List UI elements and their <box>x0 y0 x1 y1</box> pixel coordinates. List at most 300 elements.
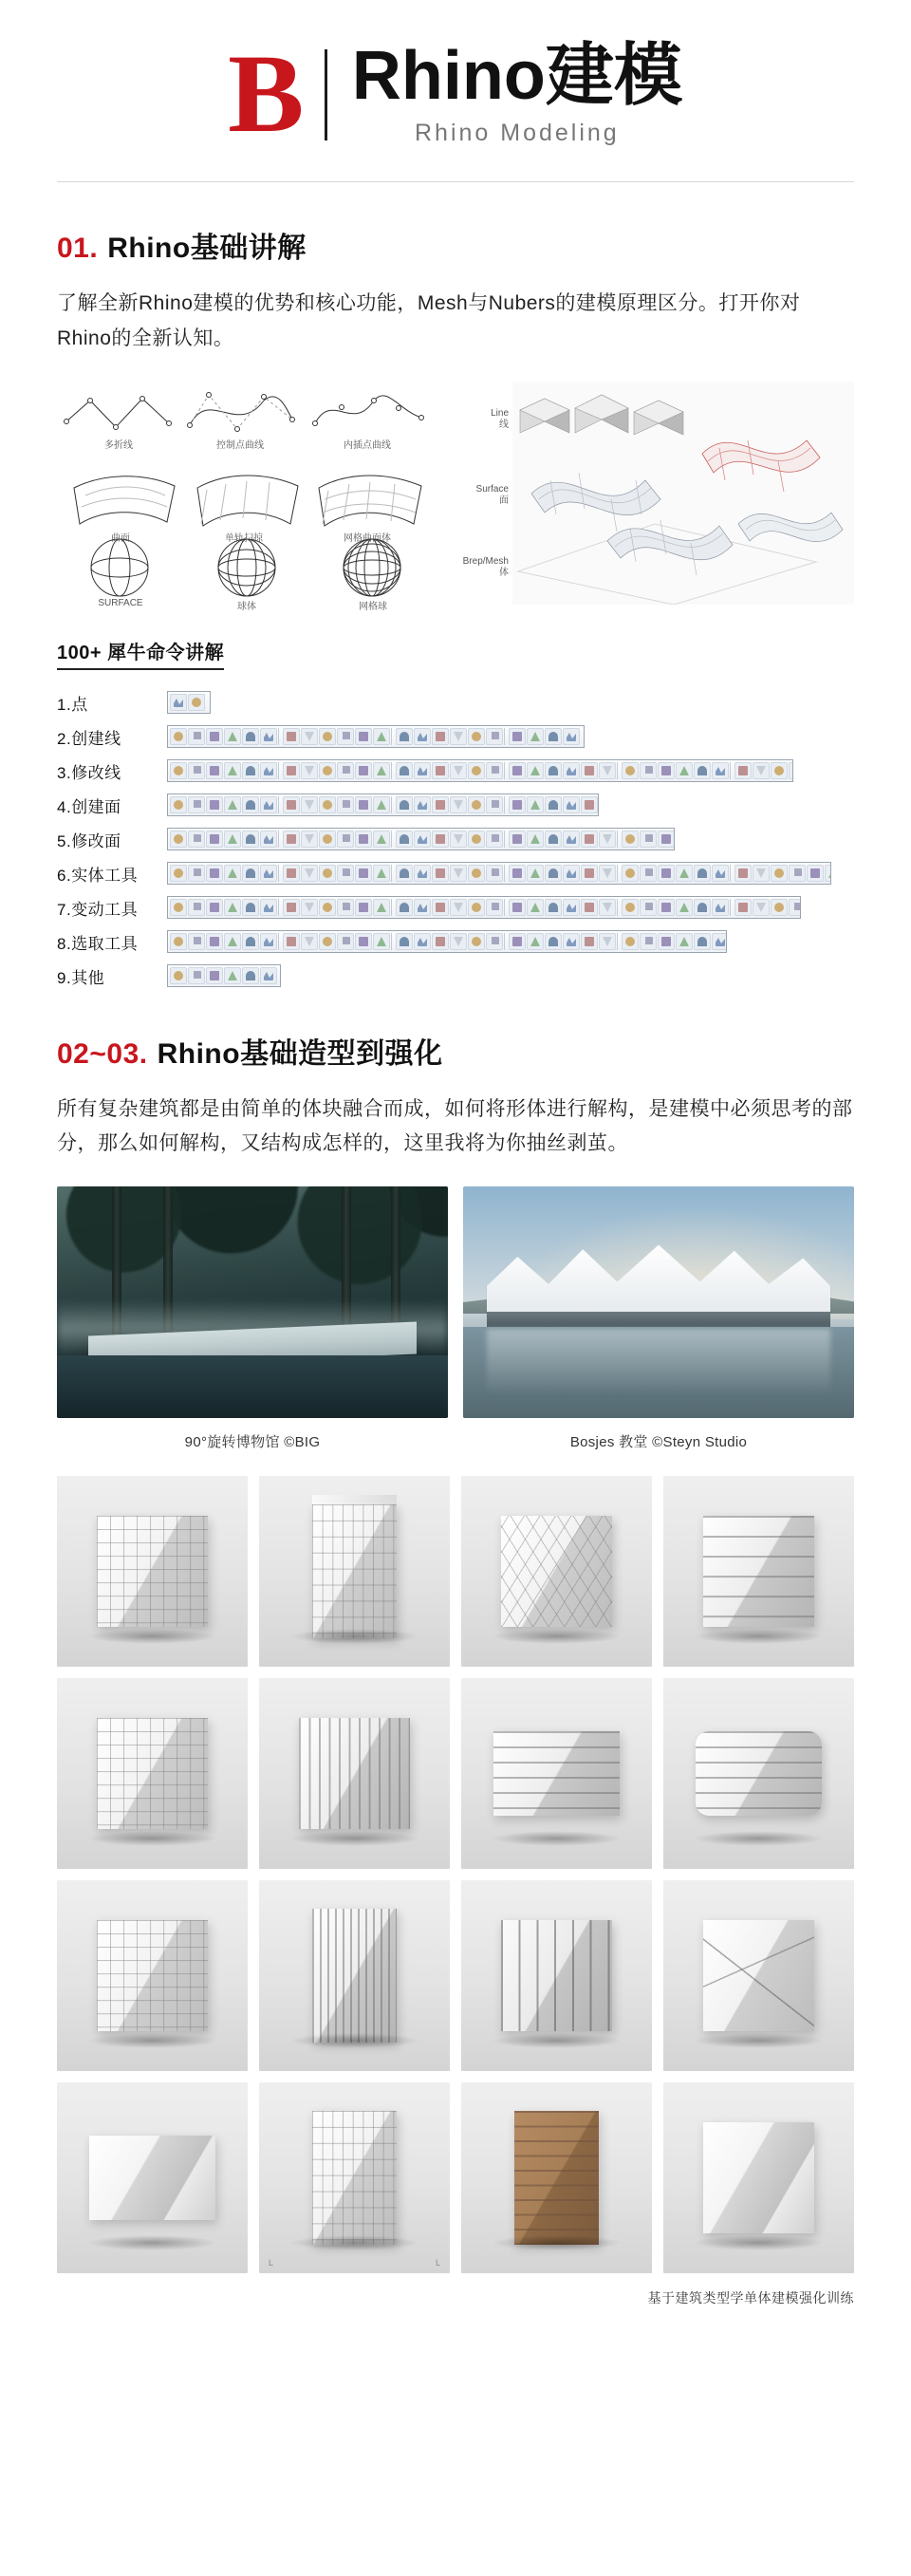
toolbar-icon[interactable] <box>170 694 187 711</box>
command-label-4 <box>57 793 158 817</box>
toolbar-icon[interactable] <box>188 694 205 711</box>
toolbar-icon[interactable] <box>450 796 467 813</box>
toolbar-separator <box>278 762 282 779</box>
toolbar-create-surface[interactable] <box>167 793 599 816</box>
toolbar-icon[interactable] <box>545 899 562 916</box>
toolbar-icon[interactable] <box>694 899 711 916</box>
toolbar-icon[interactable] <box>486 831 503 848</box>
toolbar-icon[interactable] <box>260 899 277 916</box>
toolbar-icon[interactable] <box>414 831 431 848</box>
toolbar-icon[interactable] <box>355 762 372 779</box>
toolbar-icon[interactable] <box>432 728 449 745</box>
toolbar-solid-tools[interactable] <box>167 862 831 885</box>
diagram-3d-svg <box>512 382 854 605</box>
toolbar-icon[interactable] <box>396 933 413 950</box>
toolbar-icon[interactable] <box>319 899 336 916</box>
toolbar-icon[interactable] <box>224 762 241 779</box>
toolbar-icon[interactable] <box>188 728 205 745</box>
toolbar-icon[interactable] <box>545 728 562 745</box>
command-label-7 <box>57 896 158 920</box>
toolbar-icon[interactable] <box>373 899 390 916</box>
toolbar-icon[interactable] <box>468 831 485 848</box>
toolbar-icon[interactable] <box>658 762 675 779</box>
model-shape <box>299 1718 410 1829</box>
toolbar-create-curve[interactable] <box>167 725 585 748</box>
diagram-label-mesh-surface: 网格曲面体 <box>344 532 391 544</box>
toolbar-icon[interactable] <box>509 831 526 848</box>
toolbar-icon[interactable] <box>283 899 300 916</box>
toolbar-icon[interactable] <box>658 831 675 848</box>
toolbar-icon[interactable] <box>414 728 431 745</box>
toolbar-icon[interactable] <box>825 865 831 882</box>
toolbar-icon[interactable] <box>712 865 729 882</box>
toolbar-icon[interactable] <box>468 728 485 745</box>
toolbar-icon[interactable] <box>170 728 187 745</box>
toolbar-icon[interactable] <box>396 762 413 779</box>
toolbar-icon[interactable] <box>599 865 616 882</box>
toolbar-icon[interactable] <box>450 728 467 745</box>
toolbar-icon[interactable] <box>188 865 205 882</box>
toolbar-separator <box>504 865 508 882</box>
toolbar-icon[interactable] <box>734 762 752 779</box>
toolbar-separator <box>391 865 395 882</box>
command-row-8 <box>57 930 854 954</box>
toolbar-icon[interactable] <box>640 865 657 882</box>
toolbar-icon[interactable] <box>712 899 729 916</box>
toolbar-icon[interactable] <box>486 865 503 882</box>
stack-label-surface-en: Surface <box>475 483 509 495</box>
toolbar-icon[interactable] <box>170 967 187 984</box>
toolbar-icon[interactable] <box>468 865 485 882</box>
model-pleated-facade <box>259 1678 450 1869</box>
toolbar-icon[interactable] <box>170 899 187 916</box>
toolbar-icon[interactable] <box>599 831 616 848</box>
section-01-heading: Rhino基础讲解 <box>107 233 307 264</box>
command-label-6 <box>57 862 158 886</box>
command-index-8: 8. <box>57 934 72 953</box>
toolbar-icon[interactable] <box>509 796 526 813</box>
toolbar-icon[interactable] <box>789 865 806 882</box>
stack-label-line <box>491 408 509 432</box>
toolbar-icon[interactable] <box>563 933 580 950</box>
toolbar-separator <box>391 899 395 916</box>
toolbar-icon[interactable] <box>468 796 485 813</box>
toolbar-icon[interactable] <box>355 899 372 916</box>
toolbar-separator <box>617 933 621 950</box>
model-shape <box>97 1718 208 1829</box>
rotating-museum-photo <box>57 1186 448 1418</box>
toolbar-icon[interactable] <box>527 831 544 848</box>
toolbar-icon[interactable] <box>188 831 205 848</box>
toolbar-icon[interactable] <box>188 967 205 984</box>
toolbar-icon[interactable] <box>283 762 300 779</box>
photo-col-left <box>57 1186 448 1418</box>
toolbar-icon[interactable] <box>509 899 526 916</box>
toolbar-icon[interactable] <box>396 831 413 848</box>
toolbar-icon[interactable] <box>640 899 657 916</box>
toolbar-icon[interactable] <box>283 933 300 950</box>
page-subtitle: Rhino Modeling <box>414 120 620 146</box>
logo-letter-b: B <box>228 31 301 157</box>
header-divider <box>57 181 854 182</box>
toolbar-icon[interactable] <box>242 967 259 984</box>
toolbar-icon[interactable] <box>658 899 675 916</box>
toolbar-icon[interactable] <box>527 899 544 916</box>
toolbar-icon[interactable] <box>260 796 277 813</box>
toolbar-icon[interactable] <box>206 728 223 745</box>
toolbar-icon[interactable] <box>622 899 639 916</box>
toolbar-icon[interactable] <box>242 831 259 848</box>
toolbar-icon[interactable] <box>712 762 729 779</box>
toolbar-icon[interactable] <box>771 899 788 916</box>
toolbar-icon[interactable] <box>337 933 354 950</box>
toolbar-icon[interactable] <box>319 796 336 813</box>
toolbar-icon[interactable] <box>414 899 431 916</box>
toolbar-icon[interactable] <box>694 865 711 882</box>
model-shape <box>89 2136 215 2219</box>
toolbar-icon[interactable] <box>283 831 300 848</box>
toolbar-icon[interactable] <box>260 967 277 984</box>
toolbar-icon[interactable] <box>450 865 467 882</box>
model-shape <box>312 1504 396 1638</box>
toolbar-icon[interactable] <box>242 728 259 745</box>
toolbar-icon[interactable] <box>545 865 562 882</box>
toolbar-icon[interactable] <box>789 762 793 779</box>
toolbar-icon[interactable] <box>319 933 336 950</box>
toolbar-icon[interactable] <box>622 933 639 950</box>
toolbar-icon[interactable] <box>260 865 277 882</box>
toolbar-icon[interactable] <box>206 967 223 984</box>
model-shadow <box>289 1629 419 1644</box>
toolbar-icon[interactable] <box>319 728 336 745</box>
toolbar-icon[interactable] <box>337 865 354 882</box>
toolbar-icon[interactable] <box>396 899 413 916</box>
toolbar-icon[interactable] <box>170 762 187 779</box>
page-title: Rhino建模 <box>351 38 682 114</box>
section-01-number: 01. <box>57 233 99 264</box>
toolbar-icon[interactable] <box>224 831 241 848</box>
toolbar-icon[interactable] <box>355 865 372 882</box>
toolbar-icon[interactable] <box>319 865 336 882</box>
toolbar-separator <box>391 831 395 848</box>
toolbar-icon[interactable] <box>771 762 788 779</box>
section-02-title <box>57 1030 854 1072</box>
toolbar-icon[interactable] <box>807 865 824 882</box>
toolbar-edit-curve[interactable] <box>167 759 793 782</box>
bosjes-chapel-photo <box>463 1186 854 1418</box>
toolbar-icon[interactable] <box>486 762 503 779</box>
command-index-5: 5. <box>57 831 72 850</box>
toolbar-icon[interactable] <box>337 762 354 779</box>
section-01-title <box>57 224 854 266</box>
toolbar-icon[interactable] <box>206 933 223 950</box>
toolbar-icon[interactable] <box>509 728 526 745</box>
toolbar-icon[interactable] <box>206 865 223 882</box>
toolbar-icon[interactable] <box>355 728 372 745</box>
toolbar-icon[interactable] <box>676 899 693 916</box>
footer-note: 基于建筑类型学单体建模强化训练 <box>647 2290 854 2305</box>
toolbar-icon[interactable] <box>224 933 241 950</box>
model-shape <box>312 2111 396 2245</box>
stack-label-brep-cn: 体 <box>499 568 509 578</box>
toolbar-icon[interactable] <box>260 831 277 848</box>
model-shape <box>501 1516 612 1627</box>
toolbar-icon[interactable] <box>486 796 503 813</box>
toolbar-icon[interactable] <box>170 865 187 882</box>
diagram-label-mesh-sphere: 网格球 <box>359 601 387 612</box>
toolbar-icon[interactable] <box>486 933 503 950</box>
toolbar-icon[interactable] <box>432 831 449 848</box>
toolbar-icon[interactable] <box>373 728 390 745</box>
toolbar-icon[interactable] <box>486 728 503 745</box>
toolbar-icon[interactable] <box>337 831 354 848</box>
toolbar-edit-surface[interactable] <box>167 828 675 850</box>
toolbar-icon[interactable] <box>640 933 657 950</box>
toolbar-icon[interactable] <box>432 796 449 813</box>
toolbar-icon[interactable] <box>509 865 526 882</box>
toolbar-icon[interactable] <box>301 865 318 882</box>
toolbar-icon[interactable] <box>545 762 562 779</box>
toolbar-icon[interactable] <box>509 933 526 950</box>
toolbar-icon[interactable] <box>337 728 354 745</box>
toolbar-icon[interactable] <box>622 865 639 882</box>
toolbar-icon[interactable] <box>563 831 580 848</box>
model-shape <box>703 2122 814 2233</box>
command-text-1: 点 <box>71 695 88 714</box>
toolbar-icon[interactable] <box>242 865 259 882</box>
toolbar-icon[interactable] <box>486 899 503 916</box>
toolbar-icon[interactable] <box>789 899 801 916</box>
toolbar-icon[interactable] <box>319 831 336 848</box>
toolbar-icon[interactable] <box>563 796 580 813</box>
toolbar-icon[interactable] <box>563 762 580 779</box>
water-layer <box>57 1355 448 1418</box>
toolbar-icon[interactable] <box>622 762 639 779</box>
toolbar-icon[interactable] <box>658 933 675 950</box>
model-brick-building <box>461 2082 652 2273</box>
toolbar-icon[interactable] <box>640 831 657 848</box>
stack-label-surface <box>476 484 509 508</box>
toolbar-icon[interactable] <box>224 899 241 916</box>
toolbar-icon[interactable] <box>224 865 241 882</box>
toolbar-icon[interactable] <box>170 831 187 848</box>
toolbar-icon[interactable] <box>396 796 413 813</box>
toolbar-icon[interactable] <box>188 933 205 950</box>
toolbar-icon[interactable] <box>432 865 449 882</box>
toolbar-icon[interactable] <box>301 831 318 848</box>
toolbar-separator <box>504 831 508 848</box>
toolbar-icon[interactable] <box>599 933 616 950</box>
toolbar-icon[interactable] <box>622 831 639 848</box>
model-rounded-stack <box>663 1678 854 1869</box>
model-shape <box>501 1920 612 2031</box>
command-text-2: 创建线 <box>71 729 121 748</box>
toolbar-icon[interactable] <box>319 762 336 779</box>
toolbar-icon[interactable] <box>206 899 223 916</box>
toolbar-icon[interactable] <box>599 762 616 779</box>
toolbar-separator <box>504 762 508 779</box>
toolbar-icon[interactable] <box>283 728 300 745</box>
stack-label-brep <box>463 556 509 580</box>
toolbar-icon[interactable] <box>432 899 449 916</box>
toolbar-icon[interactable] <box>414 865 431 882</box>
toolbar-icon[interactable] <box>450 762 467 779</box>
toolbar-icon[interactable] <box>676 762 693 779</box>
poster-content <box>57 224 854 2313</box>
toolbar-icon[interactable] <box>260 762 277 779</box>
toolbar-icon[interactable] <box>396 728 413 745</box>
toolbar-icon[interactable] <box>396 865 413 882</box>
commands-list <box>57 691 854 988</box>
diagram-stack-labels <box>437 382 512 605</box>
toolbar-icon[interactable] <box>527 728 544 745</box>
toolbar-transform-tools[interactable] <box>167 896 801 919</box>
caption-right: Bosjes 教堂 ©Steyn Studio <box>569 1434 748 1450</box>
toolbar-icon[interactable] <box>373 762 390 779</box>
toolbar-icon[interactable] <box>260 933 277 950</box>
toolbar-icon[interactable] <box>188 796 205 813</box>
toolbar-icon[interactable] <box>563 728 580 745</box>
toolbar-icon[interactable] <box>694 933 711 950</box>
toolbar-icon[interactable] <box>753 865 770 882</box>
toolbar-icon[interactable] <box>242 762 259 779</box>
toolbar-icon[interactable] <box>581 831 598 848</box>
diagram-label-sweep: 单轨扫掠 <box>225 532 263 544</box>
model-faceted-mass <box>663 1880 854 2071</box>
toolbar-icon[interactable] <box>206 796 223 813</box>
toolbar-icon[interactable] <box>545 831 562 848</box>
model-shape <box>493 1731 620 1815</box>
toolbar-icon[interactable] <box>712 933 727 950</box>
toolbar-icon[interactable] <box>337 796 354 813</box>
toolbar-icon[interactable] <box>188 899 205 916</box>
toolbar-icon[interactable] <box>658 865 675 882</box>
toolbar-icon[interactable] <box>432 762 449 779</box>
toolbar-icon[interactable] <box>414 796 431 813</box>
toolbar-icon[interactable] <box>170 933 187 950</box>
command-row-1 <box>57 691 854 715</box>
toolbar-icon[interactable] <box>468 762 485 779</box>
toolbar-icon[interactable] <box>355 933 372 950</box>
toolbar-icon[interactable] <box>527 865 544 882</box>
toolbar-icon[interactable] <box>224 796 241 813</box>
toolbar-icon[interactable] <box>581 762 598 779</box>
toolbar-icon[interactable] <box>242 796 259 813</box>
toolbar-icon[interactable] <box>563 865 580 882</box>
toolbar-icon[interactable] <box>450 899 467 916</box>
toolbar-icon[interactable] <box>373 865 390 882</box>
toolbar-separator <box>278 899 282 916</box>
toolbar-icon[interactable] <box>694 762 711 779</box>
toolbar-icon[interactable] <box>301 796 318 813</box>
toolbar-select-tools[interactable] <box>167 930 727 953</box>
toolbar-icon[interactable] <box>581 796 598 813</box>
toolbar-icon[interactable] <box>414 933 431 950</box>
model-shape <box>514 2111 598 2245</box>
toolbar-icon[interactable] <box>373 796 390 813</box>
toolbar-icon[interactable] <box>242 899 259 916</box>
toolbar-icon[interactable] <box>373 831 390 848</box>
toolbar-icon[interactable] <box>283 865 300 882</box>
toolbar-icon[interactable] <box>753 899 770 916</box>
toolbar-icon[interactable] <box>206 762 223 779</box>
diagram-label-control-curve: 控制点曲线 <box>216 439 264 451</box>
toolbar-icon[interactable] <box>527 933 544 950</box>
toolbar-icon[interactable] <box>450 933 467 950</box>
toolbar-icon[interactable] <box>640 762 657 779</box>
toolbar-icon[interactable] <box>450 831 467 848</box>
toolbar-icon[interactable] <box>676 865 693 882</box>
toolbar-icon[interactable] <box>734 865 752 882</box>
model-shape <box>703 1516 814 1627</box>
toolbar-separator <box>278 831 282 848</box>
toolbar-icon[interactable] <box>545 796 562 813</box>
toolbar-icon[interactable] <box>260 728 277 745</box>
toolbar-icon[interactable] <box>545 933 562 950</box>
toolbar-icon[interactable] <box>563 899 580 916</box>
command-row-4 <box>57 793 854 817</box>
toolbar-icon[interactable] <box>414 762 431 779</box>
toolbar-icon[interactable] <box>170 796 187 813</box>
command-index-3: 3. <box>57 763 72 782</box>
command-index-9: 9. <box>57 968 72 987</box>
toolbar-icon[interactable] <box>734 899 752 916</box>
toolbar-icon[interactable] <box>242 933 259 950</box>
toolbar-icon[interactable] <box>188 762 205 779</box>
toolbar-icon[interactable] <box>676 933 693 950</box>
command-label-8 <box>57 930 158 954</box>
toolbar-icon[interactable] <box>224 967 241 984</box>
toolbar-icon[interactable] <box>753 762 770 779</box>
toolbar-other-tools[interactable] <box>167 964 281 987</box>
section-02-number: 02~03. <box>57 1037 148 1070</box>
toolbar-icon[interactable] <box>581 865 598 882</box>
toolbar-icon[interactable] <box>468 933 485 950</box>
toolbar-icon[interactable] <box>283 796 300 813</box>
toolbar-icon[interactable] <box>337 899 354 916</box>
toolbar-icon[interactable] <box>224 728 241 745</box>
command-row-2 <box>57 725 854 749</box>
model-stacked-plates <box>461 1678 652 1869</box>
toolbar-icon[interactable] <box>527 762 544 779</box>
model-frame-tower <box>259 1880 450 2071</box>
model-gridshell-cube <box>57 1880 248 2071</box>
toolbar-icon[interactable] <box>355 831 372 848</box>
toolbar-icon[interactable] <box>301 728 318 745</box>
model-shadow <box>87 2033 217 2048</box>
toolbar-icon[interactable] <box>509 762 526 779</box>
toolbar-icon[interactable] <box>301 933 318 950</box>
concept-diagram <box>57 382 854 612</box>
toolbar-icon[interactable] <box>468 899 485 916</box>
toolbar-points[interactable] <box>167 691 211 714</box>
toolbar-icon[interactable] <box>355 796 372 813</box>
toolbar-icon[interactable] <box>206 831 223 848</box>
toolbar-icon[interactable] <box>301 899 318 916</box>
photo-captions <box>57 1424 854 1451</box>
toolbar-icon[interactable] <box>599 899 616 916</box>
toolbar-icon[interactable] <box>301 762 318 779</box>
toolbar-icon[interactable] <box>432 933 449 950</box>
toolbar-separator <box>617 899 621 916</box>
logo-text-group <box>351 38 682 147</box>
toolbar-icon[interactable] <box>581 899 598 916</box>
toolbar-separator <box>278 933 282 950</box>
toolbar-icon[interactable] <box>771 865 788 882</box>
toolbar-icon[interactable] <box>581 933 598 950</box>
toolbar-icon[interactable] <box>527 796 544 813</box>
toolbar-icon[interactable] <box>373 933 390 950</box>
